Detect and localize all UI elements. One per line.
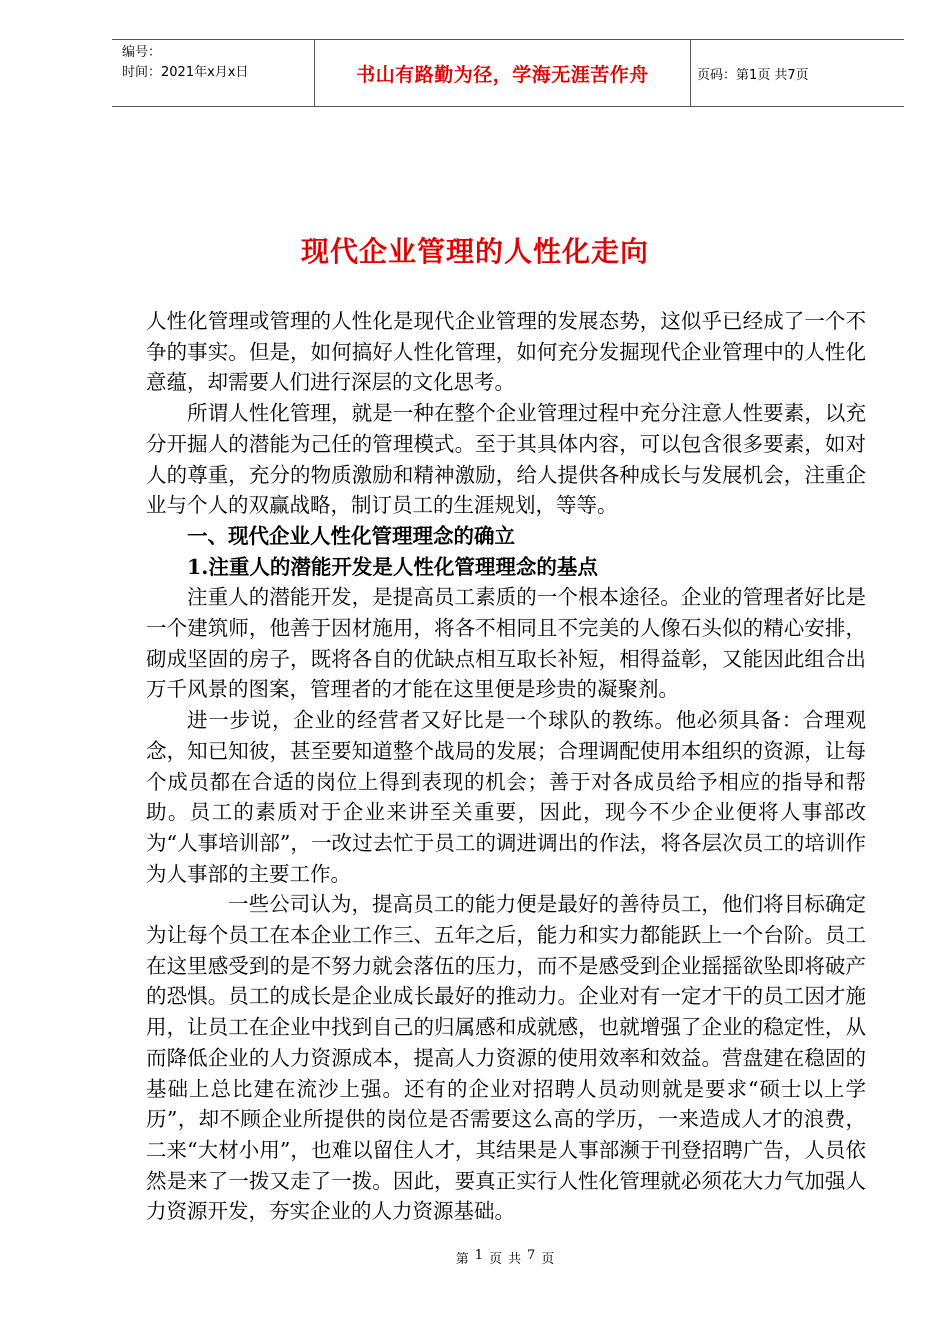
footer-gong: 共 bbox=[508, 1252, 522, 1267]
page-header bbox=[112, 39, 904, 107]
paragraph-5: 一些公司认为，提高员工的能力便是最好的善待员工，他们将目标确定为让每个员工在本企业工作三、五年之后，能力和实力都能跃上一个台阶。员工在这里感受到的是不努力就会落伍的压力，而不是感受到企业摇摇欲坠即将破产的恐惧。员工的成长是企业成长最好的推动力。企业对有一定才干的员工因才施用，让员工在企业中找到自己的归属感和成就感，也就增强了企业的稳定性，从而降低企业的人力资源成本，提高人力资源的使用效率和效益。营盘建在稳固的基础上总比建在流沙上强。还有的企业对招聘人员动则就是要求“硕士以上学历”，却不顾企业所提供的岗位是否需要这么高的学历，一来造成人才的浪费，二来“大材小用”，也难以留住人才，其结果是人事部濒于刊登招聘广告，人员依然是来了一拨又走了一拨。因此，要真正实行人性化管理就必须花大力气加强人力资源开发，夯实企业的人力资源基础。 bbox=[146, 892, 866, 1224]
paragraph-4: 进一步说，企业的经营者又好比是一个球队的教练。他必须具备：合理观念，知已知彼，甚至要知道整个战局的发展；合理调配使用本组织的资源，让每个成员都在合适的岗位上得到表现的机会；善于对各成员给予相应的指导和帮助。员工的素质对于企业来讲至关重要，因此，现今不少企业便将人事部改为“人事培训部”，一改过去忙于员工的调进调出的作法，将各层次员工的培训作为人事部的主要工作。 bbox=[146, 708, 866, 886]
paragraph-3: 注重人的潜能开发，是提高员工素质的一个根本途径。企业的管理者好比是一个建筑师，他善于因材施用，将各不相同且不完美的人像石头似的精心安排，砌成坚固的房子，既将各自的优缺点相互取长补短，相得益彰，又能因此组合出万千风景的图案，管理者的才能在这里便是珍贵的凝聚剂。 bbox=[146, 585, 866, 702]
time-label: 时间：2021年x月x日 bbox=[122, 65, 249, 80]
header-motto-cell bbox=[315, 40, 691, 106]
section-heading: 一、现代企业人性化管理理念的确立 bbox=[187, 523, 515, 548]
paragraph-2: 所谓人性化管理，就是一种在整个企业管理过程中充分注意人性要素，以充分开掘人的潜能为己任的管理模式。至于其具体内容，可以包含很多要素，如对人的尊重，充分的物质激励和精神激励，给人提供各种成长与发展机会，注重企业与个人的双赢战略，制订员工的生涯规划，等等。 bbox=[146, 401, 866, 518]
document-body bbox=[146, 306, 866, 1227]
motto: 书山有路勤为径，学海无涯苦作舟 bbox=[356, 63, 649, 86]
footer-total-pages: 7 bbox=[527, 1248, 536, 1263]
header-meta bbox=[112, 40, 315, 106]
serial-label: 编号： bbox=[122, 45, 162, 60]
footer-ye-2: 页 bbox=[541, 1252, 555, 1267]
header-page-info-cell bbox=[691, 40, 904, 106]
page-info: 页码：第1页 共7页 bbox=[697, 67, 809, 83]
subsection-heading: 1.注重人的潜能开发是人性化管理理念的基点 bbox=[187, 554, 598, 579]
footer-page-number: 1 bbox=[474, 1248, 483, 1263]
paragraph-1: 人性化管理或管理的人性化是现代企业管理的发展态势，这似乎已经成了一个不争的事实。但是，如何搞好人性化管理，如何充分发掘现代企业管理中的人性化意蕴，却需要人们进行深层的文化思考。 bbox=[146, 309, 866, 395]
footer-di: 第 bbox=[455, 1252, 469, 1267]
page-footer bbox=[0, 1248, 950, 1267]
footer-ye: 页 bbox=[488, 1252, 502, 1267]
document-title: 现代企业管理的人性化走向 bbox=[300, 235, 649, 268]
